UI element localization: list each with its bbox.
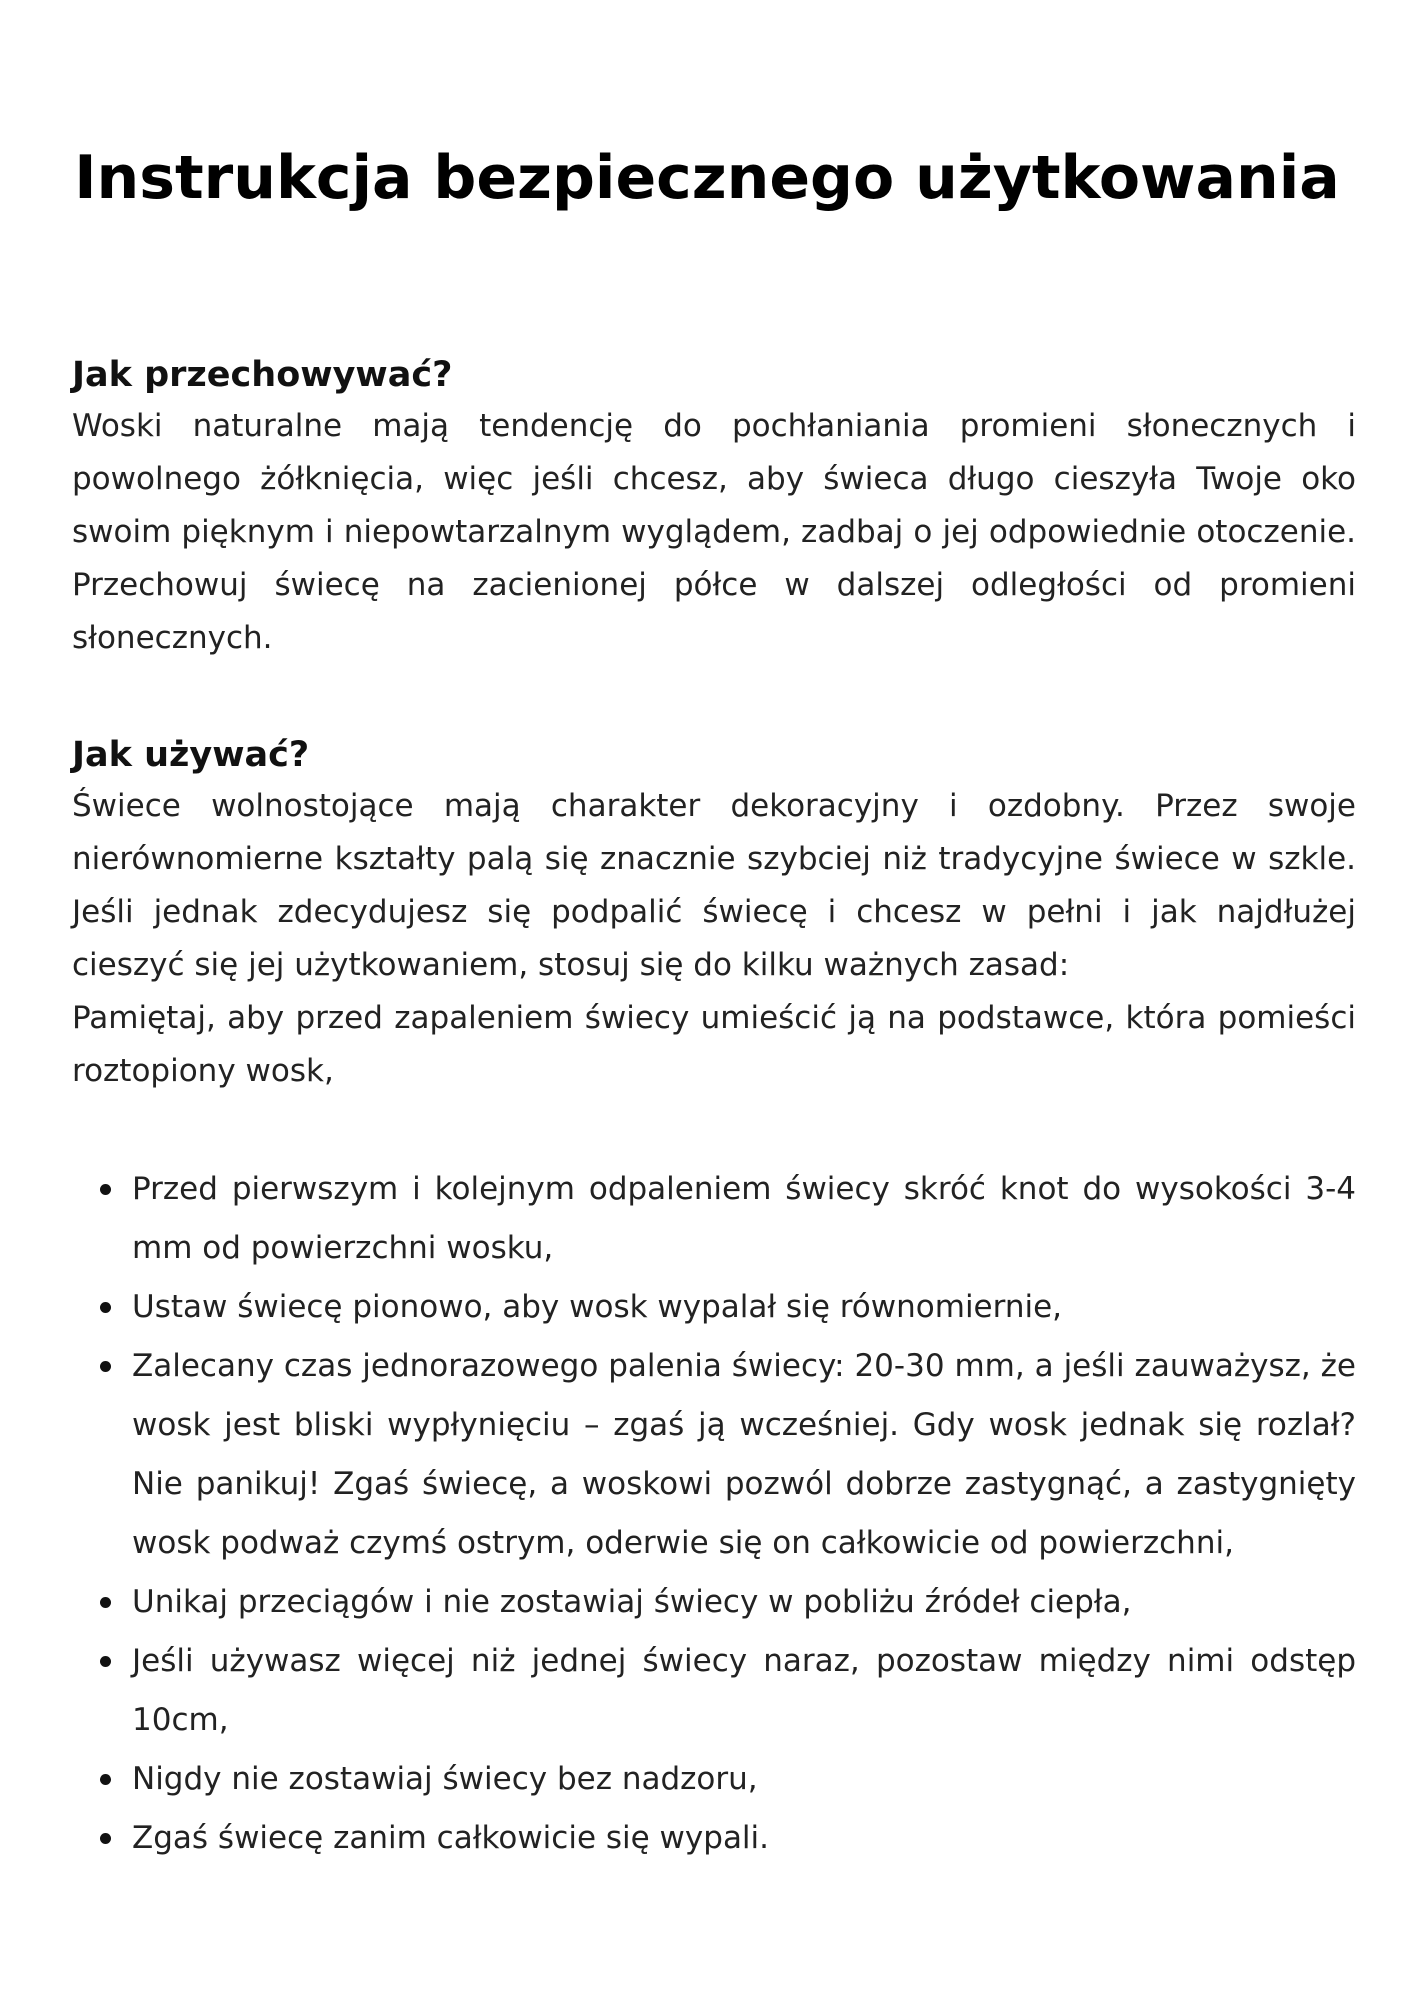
list-item-text: Ustaw świecę pionowo, aby wosk wypalał się równomiernie, <box>132 1289 1063 1325</box>
usage-section <box>72 730 1356 1098</box>
bullet-icon <box>100 1774 111 1785</box>
list-item <box>72 1337 1356 1573</box>
storage-paragraph: Woski naturalne mają tendencję do pochłaniania promieni słonecznych i powolnego żółknięcia, więc jeśli chcesz, aby świeca długo cieszyła Twoje oko swoim pięknym i niepowtarzalnym wyglądem, zadbaj o jej odpowiednie otoczenie. Przechowuj świecę na zacienionej półce w dalszej odległości od promieni słonecznych. <box>72 408 1356 656</box>
safety-rules-list <box>72 1160 1356 1868</box>
list-item <box>72 1573 1356 1632</box>
bullet-icon <box>100 1833 111 1844</box>
bullet-icon <box>100 1597 111 1608</box>
list-item <box>72 1160 1356 1278</box>
usage-intro-paragraph: Świece wolnostojące mają charakter dekoracyjny i ozdobny. Przez swoje nierównomierne kształty palą się znacznie szybciej niż tradycyjne świece w szkle. Jeśli jednak zdecydujesz się podpalić świecę i chcesz w pełni i jak najdłużej cieszyć się jej użytkowaniem, stosuj się do kilku ważnych zasad: <box>72 788 1356 983</box>
list-item <box>72 1632 1356 1750</box>
storage-heading: Jak przechowywać? <box>72 355 453 395</box>
list-item-text: Przed pierwszym i kolejnym odpaleniem świecy skróć knot do wysokości 3-4 mm od powierzchni wosku, <box>132 1171 1356 1266</box>
storage-section <box>72 350 1356 665</box>
list-item-text: Nigdy nie zostawiaj świecy bez nadzoru, <box>132 1761 758 1797</box>
list-item <box>72 1278 1356 1337</box>
list-item-text: Zalecany czas jednorazowego palenia świecy: 20-30 mm, a jeśli zauważysz, że wosk jest bliski wypłynięciu – zgaś ją wcześniej. Gdy wosk jednak się rozlał? Nie panikuj! Zgaś świecę, a woskowi pozwól dobrze zastygnąć, a zastygnięty wosk podważ czymś ostrym, oderwie się on całkowicie od powierzchni, <box>132 1348 1356 1561</box>
list-item-text: Unikaj przeciągów i nie zostawiaj świecy w pobliżu źródeł ciepła, <box>132 1584 1132 1620</box>
bullet-icon <box>100 1656 111 1667</box>
bullet-icon <box>100 1302 111 1313</box>
list-item-text: Jeśli używasz więcej niż jednej świecy naraz, pozostaw między nimi odstęp 10cm, <box>132 1643 1356 1738</box>
page-title: Instrukcja bezpiecznego użytkowania <box>74 143 1340 213</box>
usage-stand-paragraph: Pamiętaj, aby przed zapaleniem świecy umieścić ją na podstawce, która pomieści roztopiony wosk, <box>72 1000 1356 1089</box>
list-item-text: Zgaś świecę zanim całkowicie się wypali. <box>132 1820 770 1856</box>
list-item <box>72 1750 1356 1809</box>
usage-heading: Jak używać? <box>72 735 310 775</box>
list-item <box>72 1809 1356 1868</box>
bullet-icon <box>100 1361 111 1372</box>
bullet-icon <box>100 1184 111 1195</box>
